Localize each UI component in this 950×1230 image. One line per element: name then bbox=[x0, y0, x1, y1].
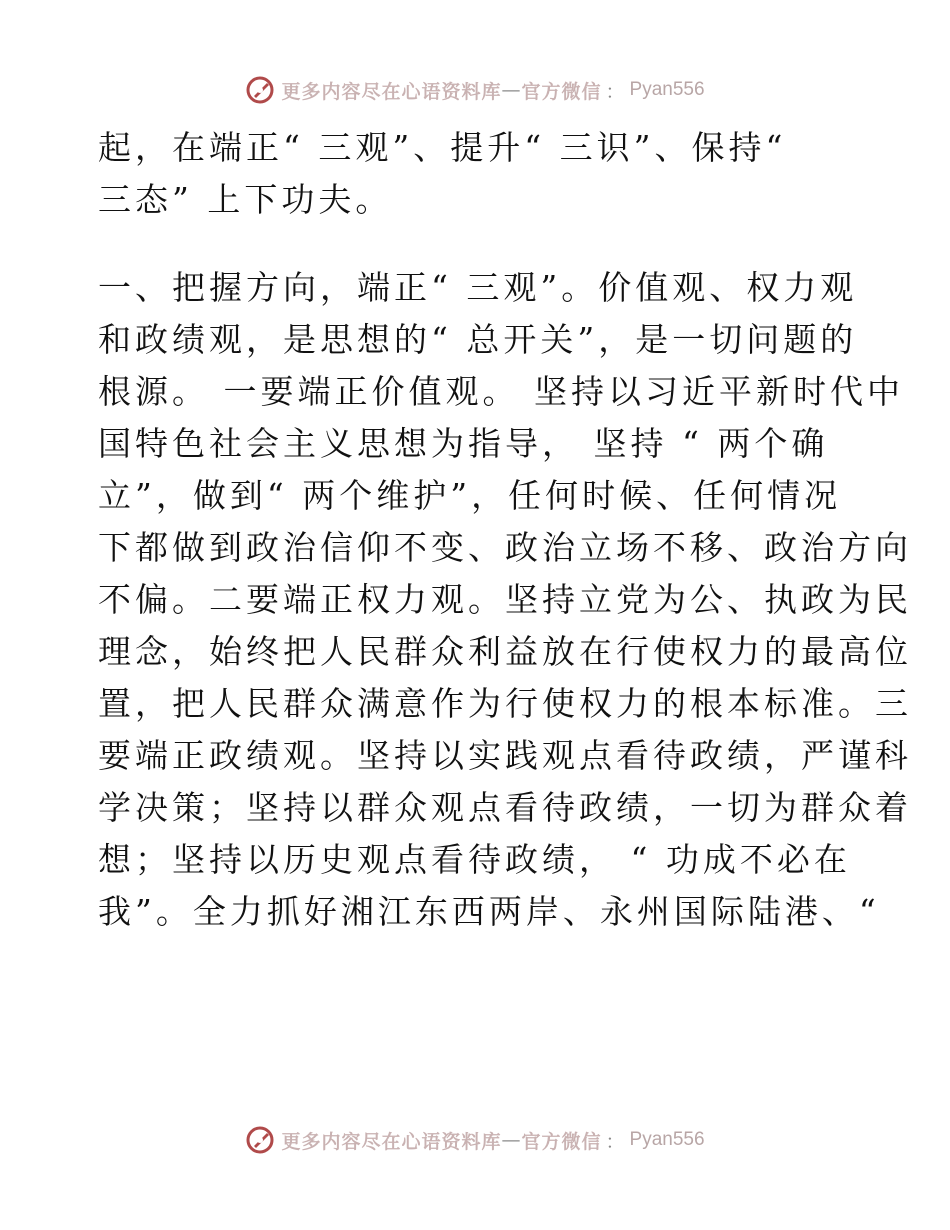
watermark-dash: — bbox=[501, 1129, 522, 1151]
text-line: 要端正政绩观。坚持以实践观点看待政绩，严谨科 bbox=[98, 736, 912, 775]
text-line: 和政绩观，是思想的“ 总开关”，是一切问题的 bbox=[98, 320, 858, 359]
text-line: 国特色社会主义思想为指导， 坚持 “ 两个确 bbox=[98, 424, 829, 463]
text-line: 一、把握方向，端正“ 三观”。价值观、权力观 bbox=[98, 268, 858, 307]
watermark-separator: ： bbox=[605, 1130, 626, 1153]
watermark-separator: ： bbox=[605, 80, 626, 103]
watermark-main-text: 更多内容尽在心语资料库 bbox=[281, 1130, 502, 1153]
text-line: 根源。 一要端正价值观。 坚持以习近平新时代中 bbox=[98, 372, 904, 411]
paragraph-1 bbox=[98, 122, 858, 226]
text-line: 不偏。二要端正权力观。坚持立党为公、执政为民 bbox=[98, 580, 912, 619]
text-line: 置，把人民群众满意作为行使权力的根本标准。三 bbox=[98, 684, 912, 723]
watermark-official-text: 官方微信 bbox=[521, 1130, 602, 1153]
watermark-handle: Pyan556 bbox=[629, 79, 705, 100]
text-line: 我”。全力抓好湘江东西两岸、永州国际陆港、“ bbox=[98, 892, 880, 931]
watermark-official-text: 官方微信 bbox=[521, 80, 602, 103]
text-line: 想；坚持以历史观点看待政绩， “ 功成不必在 bbox=[98, 840, 851, 879]
watermark-handle: Pyan556 bbox=[629, 1129, 705, 1150]
paragraph-2 bbox=[98, 262, 912, 938]
text-line: 立”，做到“ 两个维护”，任何时候、任何情况 bbox=[98, 476, 842, 515]
text-line: 三态” 上下功夫。 bbox=[98, 180, 393, 219]
watermark-footer bbox=[0, 1120, 950, 1160]
text-line: 下都做到政治信仰不变、政治立场不移、政治方向 bbox=[98, 528, 912, 567]
watermark-main-text: 更多内容尽在心语资料库 bbox=[281, 80, 502, 103]
text-line: 理念，始终把人民群众利益放在行使权力的最高位 bbox=[98, 632, 912, 671]
text-line: 学决策；坚持以群众观点看待政绩，一切为群众着 bbox=[98, 788, 912, 827]
watermark-dash: — bbox=[501, 79, 522, 101]
watermark-header bbox=[0, 70, 950, 110]
quill-circle-logo-icon bbox=[245, 1125, 275, 1155]
document-body bbox=[98, 122, 912, 938]
text-line: 起，在端正“ 三观”、提升“ 三识”、保持“ bbox=[98, 128, 787, 167]
quill-circle-logo-icon bbox=[245, 75, 275, 105]
